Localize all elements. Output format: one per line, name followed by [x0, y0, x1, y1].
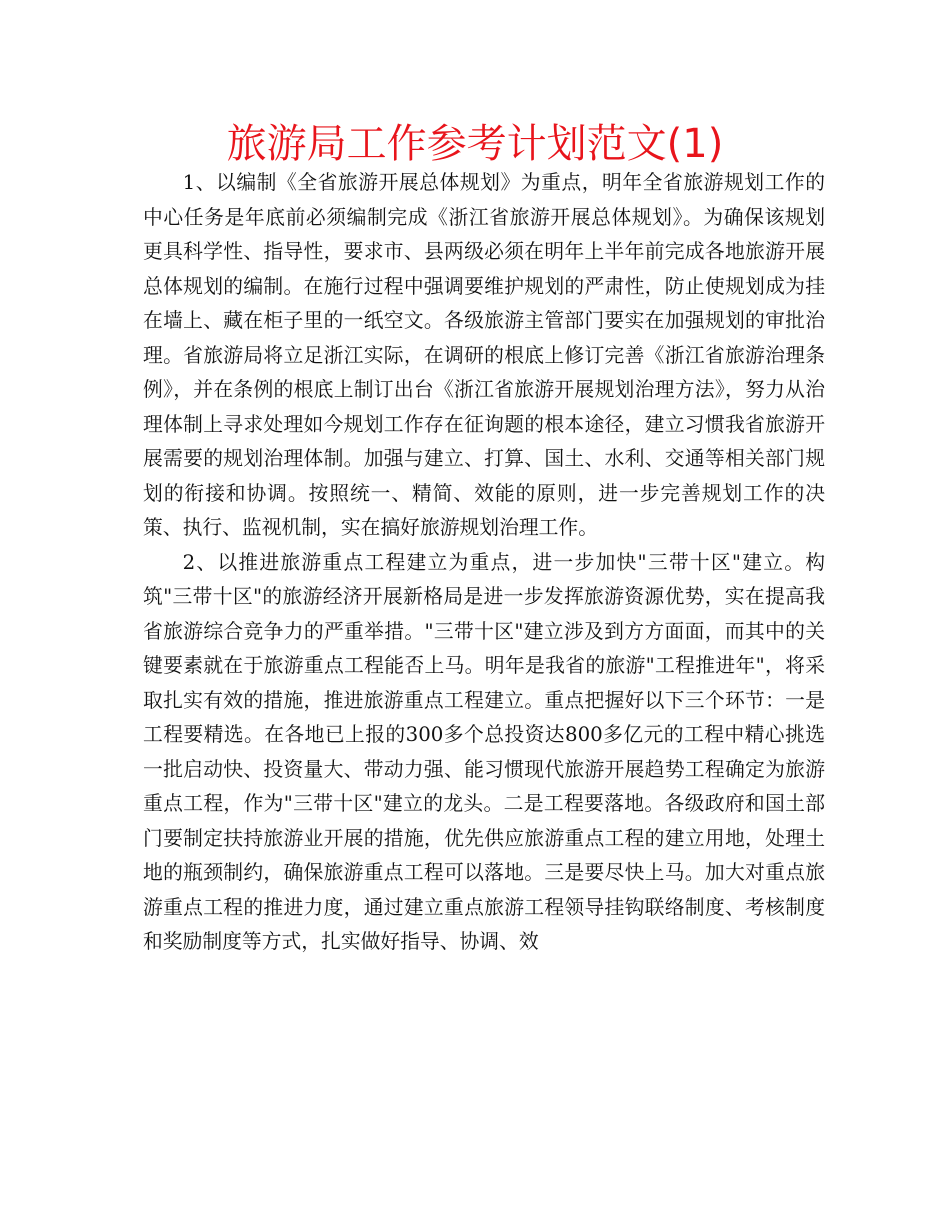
paragraph-2: 2、以推进旅游重点工程建立为重点，进一步加快"三带十区"建立。构筑"三带十区"的旅游经济开展新格局是进一步发挥旅游资源优势，实在提高我省旅游综合竞争力的严重举措。"三带十区"建立涉及到方方面面，而其中的关键要素就在于旅游重点工程能否上马。明年是我省的旅游"工程推进年"，将采取扎实有效的措施，推进旅游重点工程建立。重点把握好以下三个环节：一是工程要精选。在各地已上报的300多个总投资达800多亿元的工程中精心挑选一批启动快、投资量大、带动力强、能习惯现代旅游开展趋势工程确定为旅游重点工程，作为"三带十区"建立的龙头。二是工程要落地。各级政府和国土部门要制定扶持旅游业开展的措施，优先供应旅游重点工程的建立用地，处理土地的瓶颈制约，确保旅游重点工程可以落地。三是要尽快上马。加大对重点旅游重点工程的推进力度，通过建立重点旅游工程领导挂钩联络制度、考核制度和奖励制度等方式，扎实做好指导、协调、效: [143, 550, 825, 953]
paragraph-1: 1、以编制《全省旅游开展总体规划》为重点，明年全省旅游规划工作的中心任务是年底前必须编制完成《浙江省旅游开展总体规划》。为确保该规划更具科学性、指导性，要求市、县两级必须在明年上半年前完成各地旅游开展总体规划的编制。在施行过程中强调要维护规划的严肃性，防止使规划成为挂在墙上、藏在柜子里的一纸空文。各级旅游主管部门要实在加强规划的审批治理。省旅游局将立足浙江实际，在调研的根底上修订完善《浙江省旅游治理条例》，并在条例的根底上制订出台《浙江省旅游开展规划治理方法》，努力从治理体制上寻求处理如今规划工作存在征询题的根本途径，建立习惯我省旅游开展需要的规划治理体制。加强与建立、打算、国土、水利、交通等相关部门规划的衔接和协调。按照统一、精简、效能的原则，进一步完善规划工作的决策、执行、监视机制，实在搞好旅游规划治理工作。: [143, 171, 825, 539]
document-title: 旅游局工作参考计划范文(1): [226, 121, 724, 167]
document-body: [143, 166, 825, 960]
